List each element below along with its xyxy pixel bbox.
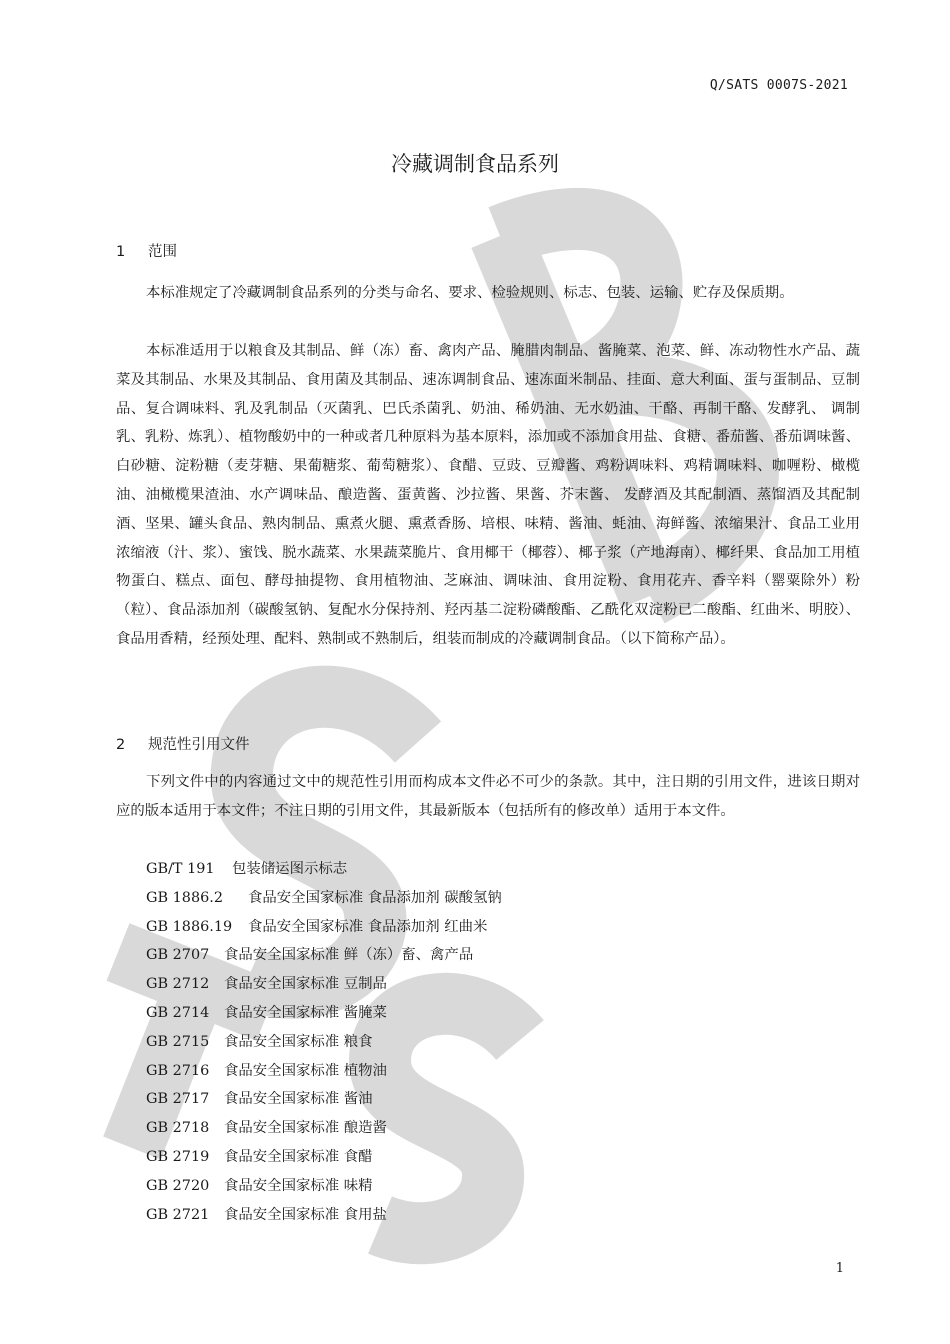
reference-code: GB 2719	[146, 1148, 210, 1165]
reference-code: GB 2720	[146, 1177, 210, 1194]
page-number: 1	[835, 1261, 844, 1276]
reference-item	[146, 1172, 502, 1201]
scope-paragraph-1: 本标准规定了冷藏调制食品系列的分类与命名、要求、检验规则、标志、包装、运输、贮存及保质期。	[146, 285, 794, 301]
reference-item	[146, 1114, 502, 1143]
reference-item	[146, 884, 502, 913]
reference-title: 食品安全国家标准 植物油	[224, 1062, 387, 1079]
document-title: 冷藏调制食品系列	[391, 152, 559, 176]
reference-code: GB 2714	[146, 1004, 210, 1021]
reference-code: GB/T 191	[146, 861, 215, 877]
reference-code: GB 2712	[146, 976, 210, 993]
reference-title: 食品安全国家标准 鲜（冻）畜、禽产品	[224, 947, 474, 964]
section-title: 规范性引用文件	[148, 737, 250, 753]
reference-title: 食品安全国家标准 食品添加剂 碳酸氢钠	[248, 889, 502, 906]
reference-code: GB 2721	[146, 1206, 210, 1223]
reference-title: 食品安全国家标准 食用盐	[224, 1206, 387, 1223]
reference-title: 食品安全国家标准 酿造酱	[224, 1120, 387, 1137]
reference-item	[146, 913, 502, 942]
section-title: 范围	[148, 244, 177, 260]
section-number: 2	[116, 737, 126, 753]
section-heading-scope	[116, 240, 177, 261]
reference-title: 包装储运图示标志	[232, 861, 348, 877]
reference-title: 食品安全国家标准 食醋	[224, 1148, 373, 1165]
reference-title: 食品安全国家标准 食品添加剂 红曲米	[248, 918, 488, 935]
reference-title: 食品安全国家标准 酱腌菜	[224, 1004, 387, 1021]
reference-title: 食品安全国家标准 豆制品	[224, 976, 387, 993]
reference-code: GB 2715	[146, 1033, 210, 1050]
reference-title: 食品安全国家标准 味精	[224, 1177, 373, 1194]
reference-code: GB 1886.2	[146, 889, 223, 906]
reference-item	[146, 941, 502, 970]
reference-title: 食品安全国家标准 粮食	[224, 1033, 373, 1050]
reference-item	[146, 1143, 502, 1172]
reference-item	[146, 1057, 502, 1086]
document-code: Q/SATS 0007S-2021	[709, 78, 848, 93]
scope-paragraph-2: 本标准适用于以粮食及其制品、鲜（冻）畜、禽肉产品、腌腊肉制品、酱腌菜、泡菜、鲜、冻动物性水产品、蔬菜及其制品、水果及其制品、食用菌及其制品、速冻调制食品、速冻面米制品、挂面、意大利面、蛋与蛋制品、豆制品、复合调味料、乳及乳制品（灭菌乳、巴氏杀菌乳、奶油、稀奶油、无水奶油、干酪、再制干酪、发酵乳、 调制乳、乳粉、炼乳）、植物酸奶中的一种或者几种原料为基本原料，添加或不添加食用盐、食糖、番茄酱、番茄调味酱、白砂糖、淀粉糖（麦芽糖、果葡糖浆、葡萄糖浆）、食醋、豆豉、豆瓣酱、鸡粉调味料、鸡精调味料、咖喱粉、橄榄油、油橄榄果渣油、水产调味品、酿造酱、蛋黄酱、沙拉酱、果酱、芥末酱、 发酵酒及其配制酒、蒸馏酒及其配制酒、坚果、罐头食品、熟肉制品、熏煮火腿、熏煮香肠、培根、味精、酱油、蚝油、海鲜酱、浓缩果汁、食品工业用浓缩液（汁、浆）、蜜饯、脱水蔬菜、水果蔬菜脆片、食用椰干（椰蓉）、椰子浆（产地海南）、椰纤果、食品加工用植物蛋白、糕点、面包、酵母抽提物、食用植物油、芝麻油、调味油、食用淀粉、食用花卉、香辛料（罂粟除外）粉（粒）、食品添加剂（碳酸氢钠、复配水分保持剂、羟丙基二淀粉磷酸酯、乙酰化双淀粉已二酸酯、红曲米、明胶）、食品用香精，经预处理、配料、熟制或不熟制后，组装而制成的冷藏调制食品。（以下简称产品）。	[116, 343, 861, 647]
reference-item	[146, 1085, 502, 1114]
references-intro-paragraph: 下列文件中的内容通过文中的规范性引用而构成本文件必不可少的条款。其中，注日期的引用文件，进该日期对应的版本适用于本文件；不注日期的引用文件，其最新版本（包括所有的修改单）适用于本文件。	[116, 774, 860, 819]
section-heading-normative-references	[116, 733, 250, 754]
reference-item	[146, 855, 502, 884]
reference-list	[146, 855, 502, 1229]
reference-code: GB 2707	[146, 947, 210, 964]
reference-item	[146, 1201, 502, 1230]
reference-code: GB 2716	[146, 1062, 210, 1079]
reference-code: GB 2718	[146, 1120, 210, 1137]
section-number: 1	[116, 244, 126, 260]
reference-item	[146, 999, 502, 1028]
reference-code: GB 2717	[146, 1091, 210, 1108]
reference-item	[146, 1028, 502, 1057]
reference-title: 食品安全国家标准 酱油	[224, 1091, 373, 1108]
reference-item	[146, 970, 502, 999]
reference-code: GB 1886.19	[146, 918, 233, 935]
